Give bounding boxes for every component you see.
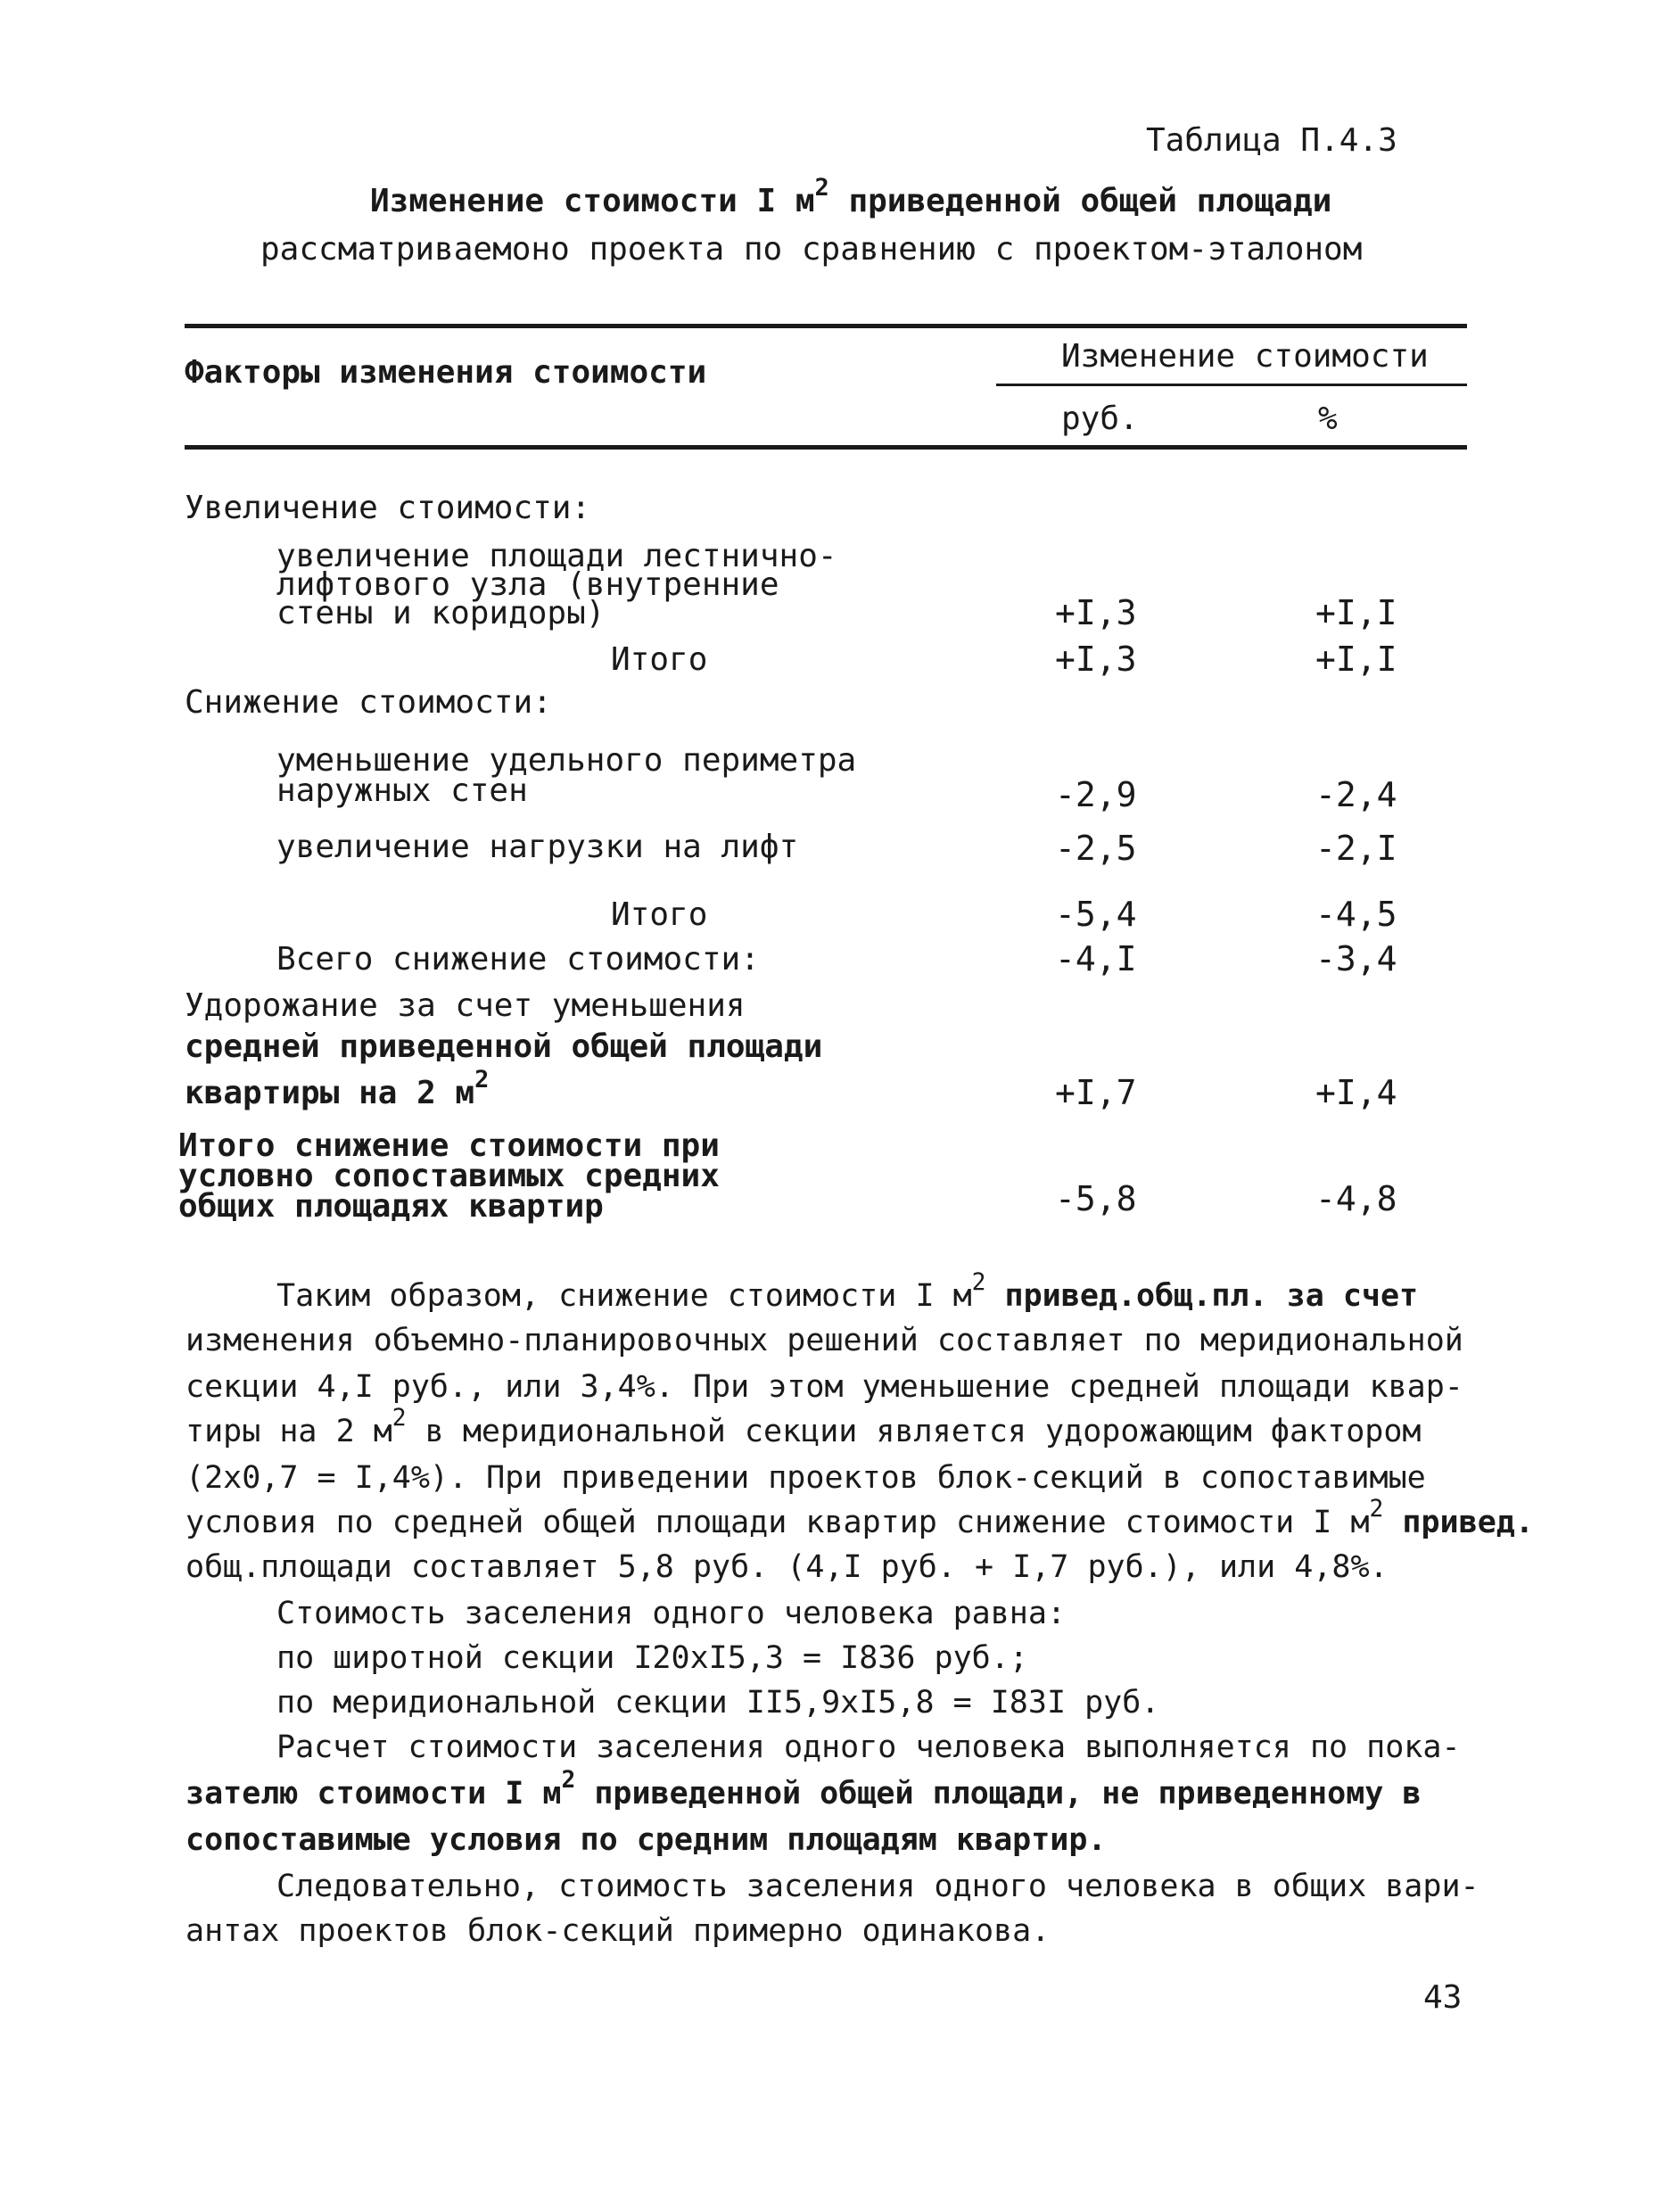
p3-l2-pre: зателю стоимости I м (185, 1776, 562, 1812)
body-p1-line4 (185, 1405, 1422, 1454)
increase-item (276, 538, 837, 631)
decrease-item2: увеличение нагрузки на лифт (276, 829, 799, 865)
overall-rub: -4,I (1055, 939, 1137, 978)
decrease-heading: Снижение стоимости: (185, 684, 552, 721)
title-line1-post: приведенной общей площади (828, 183, 1332, 219)
increase-total-rub: +I,3 (1055, 640, 1137, 679)
overall-pct: -3,4 (1315, 939, 1397, 978)
body-p1-line6 (185, 1496, 1534, 1545)
table-header-subrule (996, 384, 1467, 386)
p1-l4-pre: тиры на 2 м (185, 1414, 392, 1449)
table-title-line1 (370, 173, 1332, 219)
p3-l2-post: приведенной общей площади, не приведенному в (575, 1776, 1422, 1812)
col-header-rub: руб. (1061, 400, 1139, 437)
title-line1-pre: Изменение стоимости I м (370, 183, 815, 219)
increase-item-line: лифтового узла (внутренние (276, 566, 779, 603)
cost-rise-line3 (185, 1065, 490, 1111)
decrease-item2-pct: -2,I (1315, 829, 1397, 868)
increase-item-line: стены и коридоры) (276, 595, 606, 631)
title-line1-sup: 2 (814, 173, 829, 202)
col-header-change: Изменение стоимости (1061, 338, 1429, 375)
p1-l6-sup: 2 (1369, 1496, 1384, 1523)
body-p3-line3: сопоставимые условия по средним площадям квартир. (185, 1822, 1107, 1858)
body-p4-line2: антах проектов блок-секций примерно одинакова. (185, 1913, 1051, 1949)
body-p1-line7: общ.площади составляет 5,8 руб. (4,I руб. + I,7 руб.), или 4,8%. (185, 1549, 1389, 1585)
table-top-rule (185, 324, 1467, 328)
final-summary (178, 1127, 720, 1225)
page-number: 43 (1423, 1979, 1463, 2016)
body-p1-line5: (2х0,7 = I,4%). При приведении проектов блок-секций в сопоставимые (185, 1460, 1426, 1496)
cost-rise-line1: Удорожание за счет уменьшения (185, 987, 746, 1024)
cost-rise-line3-pre: квартиры на 2 м (185, 1075, 475, 1111)
increase-item-pct: +I,I (1315, 593, 1397, 632)
increase-total-label: Итого (611, 641, 708, 678)
p1-l4-sup: 2 (392, 1405, 407, 1432)
p1-l6-post: привед. (1383, 1505, 1534, 1540)
final-summary-line: общих площадях квартир (178, 1188, 604, 1225)
decrease-total-rub: -5,4 (1055, 895, 1137, 934)
p1-l4-post: в меридиональной секции является удорожающим фактором (406, 1414, 1422, 1449)
p1-l6-pre: условия по средней общей площади квартир снижение стоимости I м (185, 1505, 1370, 1540)
body-p3-line2 (185, 1767, 1422, 1816)
final-summary-line: условно сопоставимых средних (178, 1158, 720, 1194)
decrease-item1-line: наружных стен (276, 772, 528, 809)
body-p3-line1: Расчет стоимости заселения одного человека выполняется по пока- (276, 1729, 1461, 1765)
body-p2-line1: Стоимость заселения одного человека равна: (276, 1596, 1067, 1631)
p3-l2-sup: 2 (561, 1767, 576, 1795)
final-pct: -4,8 (1315, 1179, 1397, 1218)
body-p1-line1 (276, 1269, 1419, 1318)
final-summary-line: Итого снижение стоимости при (178, 1127, 720, 1164)
table-label: Таблица П.4.3 (1146, 122, 1397, 159)
p1-l1-post: привед.общ.пл. за счет (985, 1278, 1419, 1314)
decrease-total-pct: -4,5 (1315, 895, 1397, 934)
overall-label: Всего снижение стоимости: (276, 941, 760, 978)
body-p4-line1: Следовательно, стоимость заселения одного человека в общих вари- (276, 1869, 1480, 1904)
table-header-bottom-rule (185, 445, 1467, 450)
final-rub: -5,8 (1055, 1179, 1137, 1218)
increase-item-rub: +I,3 (1055, 593, 1137, 632)
cost-rise-line3-sup: 2 (474, 1065, 490, 1094)
increase-total-pct: +I,I (1315, 640, 1397, 679)
col-header-pct: % (1318, 400, 1338, 437)
increase-item-line: увеличение площади лестнично- (276, 538, 837, 574)
col-header-factors: Факторы изменения стоимости (185, 354, 707, 391)
decrease-item1 (276, 742, 857, 809)
decrease-total-label: Итого (611, 896, 708, 933)
body-p2-line3: по меридиональной секции II5,9хI5,8 = I83I руб. (276, 1685, 1160, 1721)
cost-rise-line2: средней приведенной общей площади (185, 1028, 823, 1065)
decrease-item1-pct: -2,4 (1315, 775, 1397, 814)
decrease-item1-line: уменьшение удельного периметра (276, 742, 857, 779)
decrease-item2-rub: -2,5 (1055, 829, 1137, 868)
p1-l1-pre: Таким образом, снижение стоимости I м (276, 1278, 972, 1314)
table-title-line2: рассматриваемоно проекта по сравнению с проектом-эталоном (260, 231, 1363, 268)
cost-rise-rub: +I,7 (1055, 1073, 1137, 1112)
body-p1-line3: секции 4,I руб., или 3,4%. При этом уменьшение средней площади квар- (185, 1369, 1463, 1405)
decrease-item1-rub: -2,9 (1055, 775, 1137, 814)
cost-rise-pct: +I,4 (1315, 1073, 1397, 1112)
body-p2-line2: по широтной секции I20хI5,3 = I836 руб.; (276, 1640, 1028, 1676)
body-p1-line2: изменения объемно-планировочных решений составляет по меридиональной (185, 1323, 1463, 1358)
increase-heading: Увеличение стоимости: (185, 490, 591, 526)
p1-l1-sup: 2 (971, 1269, 986, 1297)
